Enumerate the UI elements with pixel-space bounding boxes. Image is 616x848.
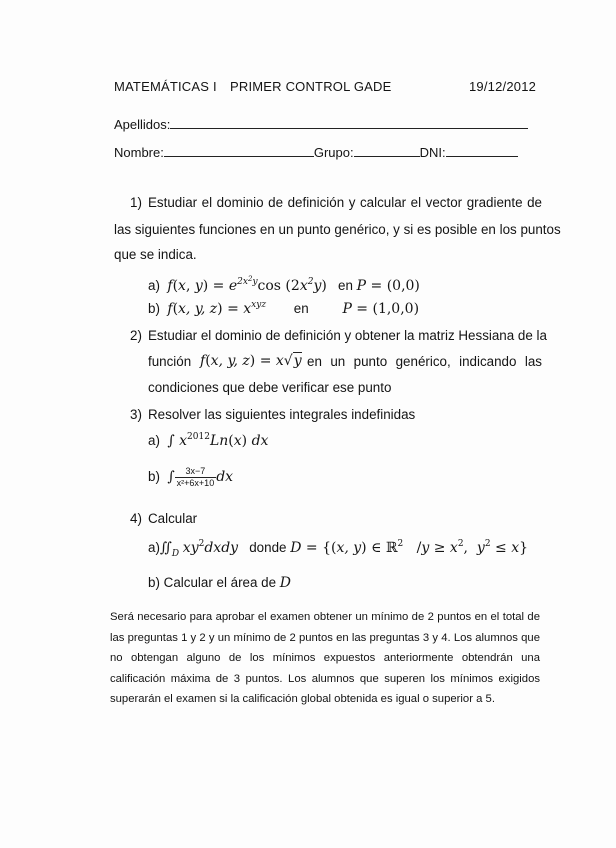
- q1a-connector: en: [338, 278, 353, 293]
- q1a-function: f: [167, 278, 173, 294]
- q1a-item: a) f(x, $y) = e^{2x^2y}\cos$ $(2x^2y)$ en P = (0,0): [148, 275, 420, 294]
- q4a-item: $a)∬_D$ $xy^2dxdy$ donde D = {(x, y) ∈ ℝ$^2$ $/y \ge x^2$, $y^2 \le x$}: [148, 539, 529, 559]
- q2-line-3: condiciones que debe verificar ese punto: [148, 380, 392, 395]
- q4b-text: Calcular el área de: [163, 575, 277, 590]
- q3b-item: b) ∫ $\frac{3x-7}{\text{x²+6x+10}}$ dx: [148, 466, 234, 488]
- grading-note: [110, 607, 540, 710]
- q1b-item: b) f(x, y, $z) = x^{xyz}$ en P = (1,0,0): [148, 300, 420, 317]
- q2-line-2a: función: [148, 354, 192, 369]
- q2-line-1: Estudiar el dominio de definición y obtener la matriz Hessiana de la: [148, 328, 547, 343]
- q1-line-2: las siguientes funciones en un punto genérico, y si es posible en los puntos: [114, 222, 561, 237]
- exam-date: 19/12/2012: [469, 79, 537, 94]
- dni-line[interactable]: [446, 144, 518, 157]
- group-label: Grupo:: [313, 145, 354, 160]
- q2-number: 2): [130, 328, 142, 343]
- q4a-label: a): [148, 540, 160, 555]
- q3-text: Resolver las siguientes integrales indefinidas: [148, 407, 416, 422]
- name-label: Nombre:: [114, 145, 164, 160]
- q4-text: Calcular: [148, 511, 198, 526]
- q1a-label: a): [148, 278, 160, 293]
- dni-label: DNI:: [419, 145, 446, 160]
- q3-number: 3): [130, 407, 142, 422]
- surname-label: Apellidos:: [114, 117, 171, 132]
- q1-line-1: Estudiar el dominio de definición y calcular el vector gradiente de: [148, 195, 542, 210]
- surname-field[interactable]: [114, 116, 528, 132]
- name-group-dni-row: [114, 144, 518, 160]
- note-line-2: las preguntas 1 y 2 y un mínimo de 2 puntos en las preguntas 3 y 4. Los alumnos que: [110, 631, 540, 644]
- q1b-label: b): [148, 301, 160, 316]
- course-title: MATEMÁTICAS I: [114, 79, 217, 94]
- q1-number: 1): [130, 195, 142, 210]
- surname-line[interactable]: [170, 116, 528, 129]
- q1b-function: f: [167, 301, 173, 317]
- q1b-point: P: [342, 301, 352, 317]
- q3a-item: a) ∫ $x^{2012}Ln(x)$ dx: [148, 432, 269, 449]
- group-line[interactable]: [354, 144, 420, 157]
- q3a-label: a): [148, 433, 160, 448]
- q3b-fraction: $\frac{3x-7}{\text{x²+6x+10}}$: [176, 466, 215, 488]
- note-line-1: Será necesario para aprobar el examen obtener un mínimo de 2 puntos en el total de: [110, 611, 540, 623]
- q4b-label: b): [148, 575, 160, 590]
- q4-number: 4): [130, 511, 142, 526]
- note-line-4: calificación máxima de 3 puntos. Los alumnos que superen los mínimos exigidos: [110, 672, 540, 685]
- q1a-point: P: [356, 278, 367, 294]
- q1-line-3: que se indica.: [114, 247, 197, 262]
- q2-function: f(x, y, z) = x√y: [200, 353, 302, 369]
- q4b-item: b) Calcular el área de D: [148, 575, 292, 591]
- note-line-5: superarán el examen si la calificación global obtenida es igual o superior a 5.: [110, 693, 495, 706]
- q1b-connector: en: [293, 301, 309, 316]
- note-line-3: no obtengan alguno de los mínimos expuestos anteriormente obtendrán una: [110, 652, 540, 665]
- q2-line-2b: en un punto genérico, indicando las: [307, 354, 542, 369]
- exam-title: PRIMER CONTROL GADE: [230, 79, 392, 94]
- q3b-label: b): [148, 469, 160, 485]
- name-line[interactable]: [164, 144, 314, 157]
